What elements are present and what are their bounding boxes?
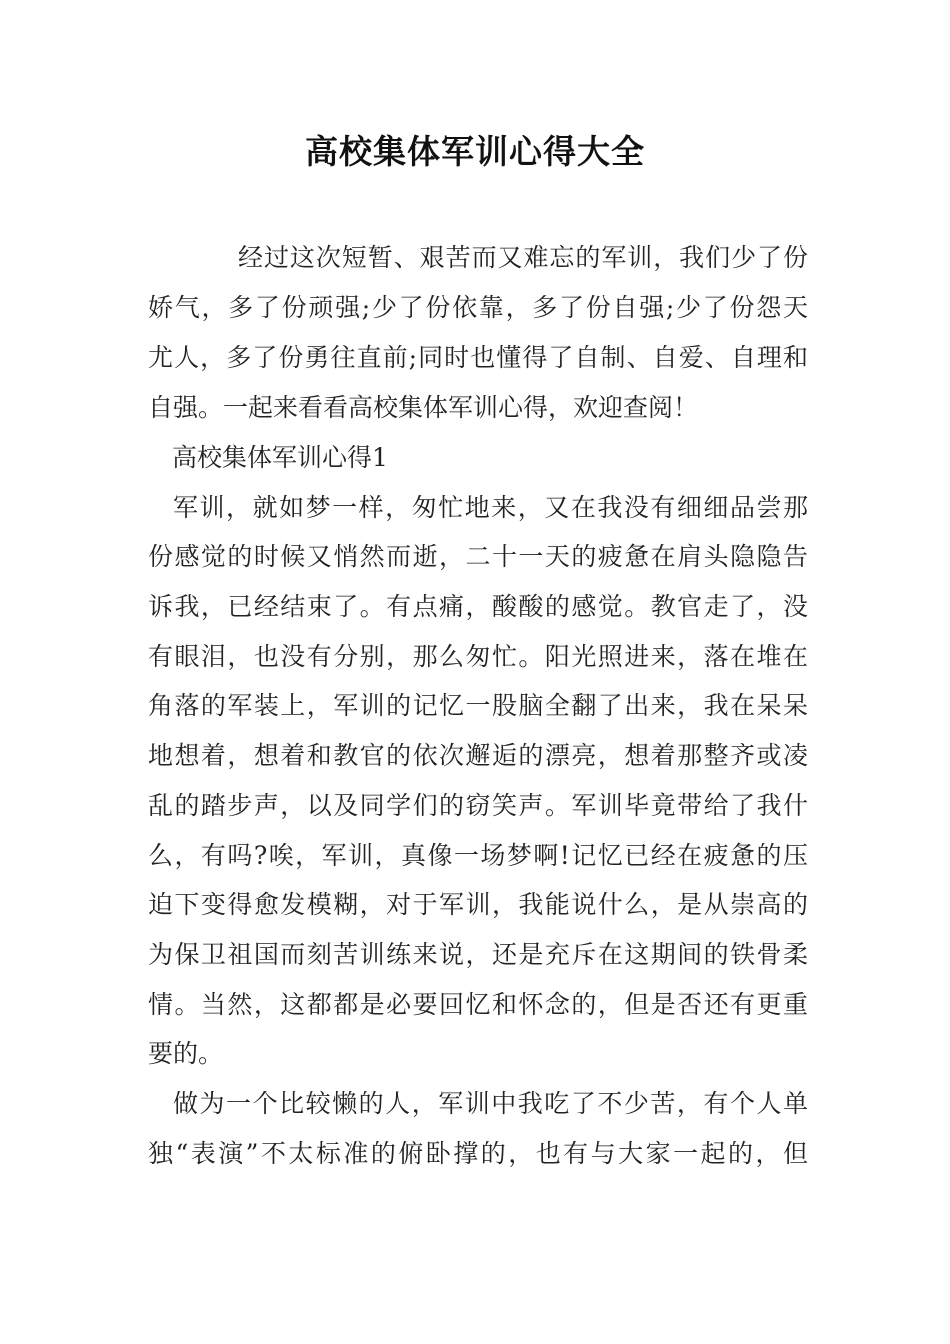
body-line: 要的。 xyxy=(148,1039,224,1068)
body-line: 乱的踏步声，以及同学们的窃笑声。军训毕竟带给了我什 xyxy=(148,791,808,820)
intro-line-1: 经过这次短暂、艰苦而又难忘的军训，我们少了份 xyxy=(238,243,808,272)
body-line: 么，有吗?唉，军训，真像一场梦啊!记忆已经在疲惫的压 xyxy=(148,841,808,870)
body-line: 角落的军装上，军训的记忆一股脑全翻了出来，我在呆呆 xyxy=(148,691,808,720)
section-heading: 高校集体军训心得1 xyxy=(172,443,388,472)
body-line: 地想着，想着和教官的依次邂逅的漂亮，想着那整齐或凌 xyxy=(148,741,808,770)
body-line: 情。当然，这都都是必要回忆和怀念的，但是否还有更重 xyxy=(148,990,808,1019)
body-line: 有眼泪，也没有分别，那么匆忙。阳光照进来，落在堆在 xyxy=(148,642,808,671)
body-line: 军训，就如梦一样，匆忙地来，又在我没有细细品尝那 xyxy=(173,493,808,522)
body-line: 迫下变得愈发模糊，对于军训，我能说什么，是从崇高的 xyxy=(148,890,808,919)
body-line: 份感觉的时候又悄然而逝，二十一天的疲惫在肩头隐隐告 xyxy=(148,542,808,571)
intro-line-2: 娇气，多了份顽强;少了份依靠，多了份自强;少了份怨天 xyxy=(148,293,808,322)
body-line: 做为一个比较懒的人，军训中我吃了不少苦，有个人单 xyxy=(173,1089,808,1118)
intro-line-4: 自强。一起来看看高校集体军训心得，欢迎查阅！ xyxy=(148,393,699,422)
body-line: 诉我，已经结束了。有点痛，酸酸的感觉。教官走了，没 xyxy=(148,592,808,621)
body-line: 为保卫祖国而刻苦训练来说，还是充斥在这期间的铁骨柔 xyxy=(148,940,808,969)
intro-line-3: 尤人，多了份勇往直前;同时也懂得了自制、自爱、自理和 xyxy=(148,343,808,372)
body-line: 独“表演”不太标准的俯卧撑的，也有与大家一起的，但 xyxy=(148,1139,808,1168)
document-title: 高校集体军训心得大全 xyxy=(305,132,645,171)
